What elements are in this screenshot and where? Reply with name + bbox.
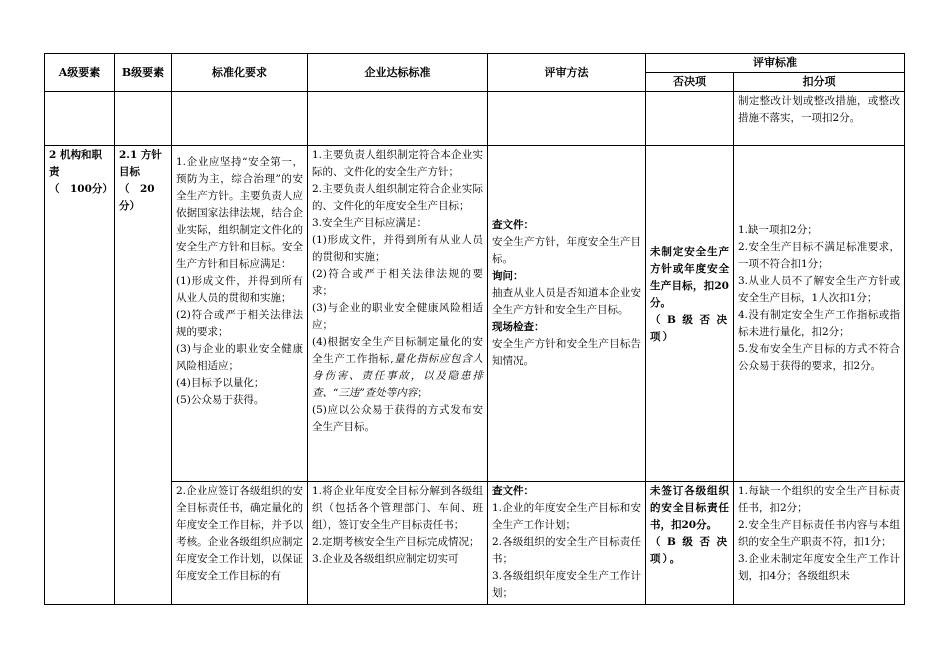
- header-b-level: B级要素: [115, 54, 172, 92]
- deduct-line: 2.安全生产目标责任书内容与本组织的安全生产职责不符，扣1分；: [738, 519, 900, 548]
- ent-line: 3.企业及各级组织应制定切实可: [312, 553, 459, 565]
- header-deduction-item: 扣分项: [734, 73, 905, 92]
- ent-line: 2.定期考核安全生产目标完成情况；: [312, 536, 480, 548]
- ent-line: 1.将企业年度安全目标分解到各级组织（包括各个管理部门、车间、班组），签订安全生产目标责任书；: [312, 485, 483, 531]
- ent-line: 2.主要负责人组织制定符合企业实际的、文件化的年度安全生产目标；: [312, 183, 483, 212]
- deduct-line: 5.发布安全生产目标的方式不符合公众易于获得的要求，扣2分。: [738, 343, 900, 372]
- req-text-2: 2.企业应签订各级组织的安全目标责任书，确定量化的年度安全工作目标，并予以考核。企业各级组织应制定年度安全工作计划，以保证年度安全工作目标的有: [176, 485, 303, 582]
- cell-a-level-element: [45, 146, 115, 605]
- ent-line: (5)应以公众易于获得的方式发布安全生产目标。: [312, 404, 483, 433]
- req-line: 1.企业应坚持“安全第一，预防为主，综合治理”的安全生产方针。主要负责人应依据国家法律法规，结合企业实际，组织制定文件化的安全生产方针和目标。安全生产方针和目标应满足：: [176, 156, 303, 270]
- ent-line: (3)与企业的职业安全健康风险相适应；: [312, 302, 483, 331]
- b-level-title: 2.1 方针目标: [119, 149, 162, 178]
- method-heading-documents: 查文件：: [492, 485, 534, 497]
- a-level-score: （ 100分）: [49, 183, 113, 195]
- ent-line: (1)形成文件，并得到所有从业人员的贯彻和实施；: [312, 234, 483, 263]
- deduct-line: 3.从业人员不了解安全生产方针或安全生产目标，1人次扣1分；: [738, 275, 900, 304]
- cell-deduction-item-2: [734, 482, 905, 605]
- cell-empty: [488, 92, 646, 146]
- cell-deduction-continued: 制定整改计划或整改措施，或整改措施不落实，一项扣2分。: [734, 92, 905, 146]
- ent-line-quantified-italic: 量化指标应包含人身伤害、责任事故，以及隐患排查、“三违”查处等内容: [312, 353, 483, 399]
- cell-enterprise-standard-2: [308, 482, 488, 605]
- deduct-line: 3.企业未制定年度安全生产工作计划，扣4分；各级组织未: [738, 553, 900, 582]
- veto-note: （B级否决项）。: [650, 536, 729, 565]
- req-line: (1)形成文件，并得到所有从业人员的贯彻和实施；: [176, 275, 303, 304]
- ent-line: 3.安全生产目标应满足：: [312, 217, 428, 229]
- standards-table: [44, 53, 905, 605]
- cell-empty: [45, 92, 115, 146]
- cell-review-method-1: [488, 146, 646, 482]
- method-text: 安全生产方针，年度安全生产目标。: [492, 236, 641, 265]
- header-enterprise-standard: 企业达标标准: [308, 54, 488, 92]
- veto-text: 未制定安全生产方针或年度安全生产目标，扣20分。: [650, 245, 729, 309]
- req-line: (4)目标予以量化；: [176, 377, 265, 389]
- method-text: 3.各级组织年度安全生产工作计划；: [492, 570, 641, 599]
- req-line: (2)符合或严于相关法律法规的要求；: [176, 309, 303, 338]
- req-line: (5)公众易于获得。: [176, 394, 265, 406]
- header-review-method: 评审方法: [488, 54, 646, 92]
- method-text: 1.企业的年度安全生产目标和安全生产工作计划；: [492, 502, 641, 531]
- header-veto-item: 否决项: [646, 73, 734, 92]
- cell-deduction-item-1: [734, 146, 905, 482]
- cell-empty: [172, 92, 308, 146]
- veto-text: 未签订各级组织的安全目标责任书，扣20分。: [650, 485, 729, 531]
- cell-empty: [646, 92, 734, 146]
- a-level-title: 2 机构和职责: [49, 149, 102, 178]
- cell-empty: [308, 92, 488, 146]
- method-heading-inquiry: 询问：: [492, 270, 524, 282]
- ent-line-quantified: [312, 334, 483, 402]
- deduct-line: 4.没有制定安全生产工作指标或指标未进行量化，扣2分；: [738, 309, 900, 338]
- cell-veto-item-2: [646, 482, 734, 605]
- ent-line: 1.主要负责人组织制定符合本企业实际的、文件化的安全生产方针；: [312, 149, 483, 178]
- cell-standard-requirement-1: [172, 146, 308, 482]
- cell-enterprise-standard-1: [308, 146, 488, 482]
- method-text: 抽查从业人员是否知道本企业安全生产方针和安全生产目标。: [492, 287, 641, 316]
- method-text: 安全生产方针和安全生产目标告知情况。: [492, 338, 641, 367]
- cell-review-method-2: [488, 482, 646, 605]
- method-heading-site-check: 现场检查：: [492, 321, 545, 333]
- ent-line: (2)符合或严于相关法律法规的要求；: [312, 268, 483, 297]
- cell-veto-item-1: [646, 146, 734, 482]
- header-a-level: A级要素: [45, 54, 115, 92]
- req-line: (3)与企业的职业安全健康风险相适应；: [176, 343, 303, 372]
- veto-note: （B级否决项）: [650, 313, 729, 343]
- b-level-score: （ 20分）: [119, 183, 155, 212]
- method-heading-documents: 查文件：: [492, 219, 534, 231]
- method-text: 2.各级组织的安全生产目标责任书；: [492, 536, 641, 565]
- cell-standard-requirement-2: [172, 482, 308, 605]
- header-standard-requirement: 标准化要求: [172, 54, 308, 92]
- deduct-line: 2.安全生产目标不满足标准要求，一项不符合扣1分；: [738, 241, 900, 270]
- deduct-line: 1.每缺一个组织的安全生产目标责任书，扣2分；: [738, 485, 900, 514]
- cell-b-level-element: [115, 146, 172, 605]
- cell-empty: [115, 92, 172, 146]
- deduct-line: 1.缺一项扣2分；: [738, 224, 818, 236]
- ent-line-quantified-end: ；: [417, 387, 428, 399]
- header-review-standard: 评审标准: [646, 54, 905, 73]
- ent-line-quantified-text: (4)根据安全生产目标制定量化的安全生产工作指标,: [312, 336, 483, 365]
